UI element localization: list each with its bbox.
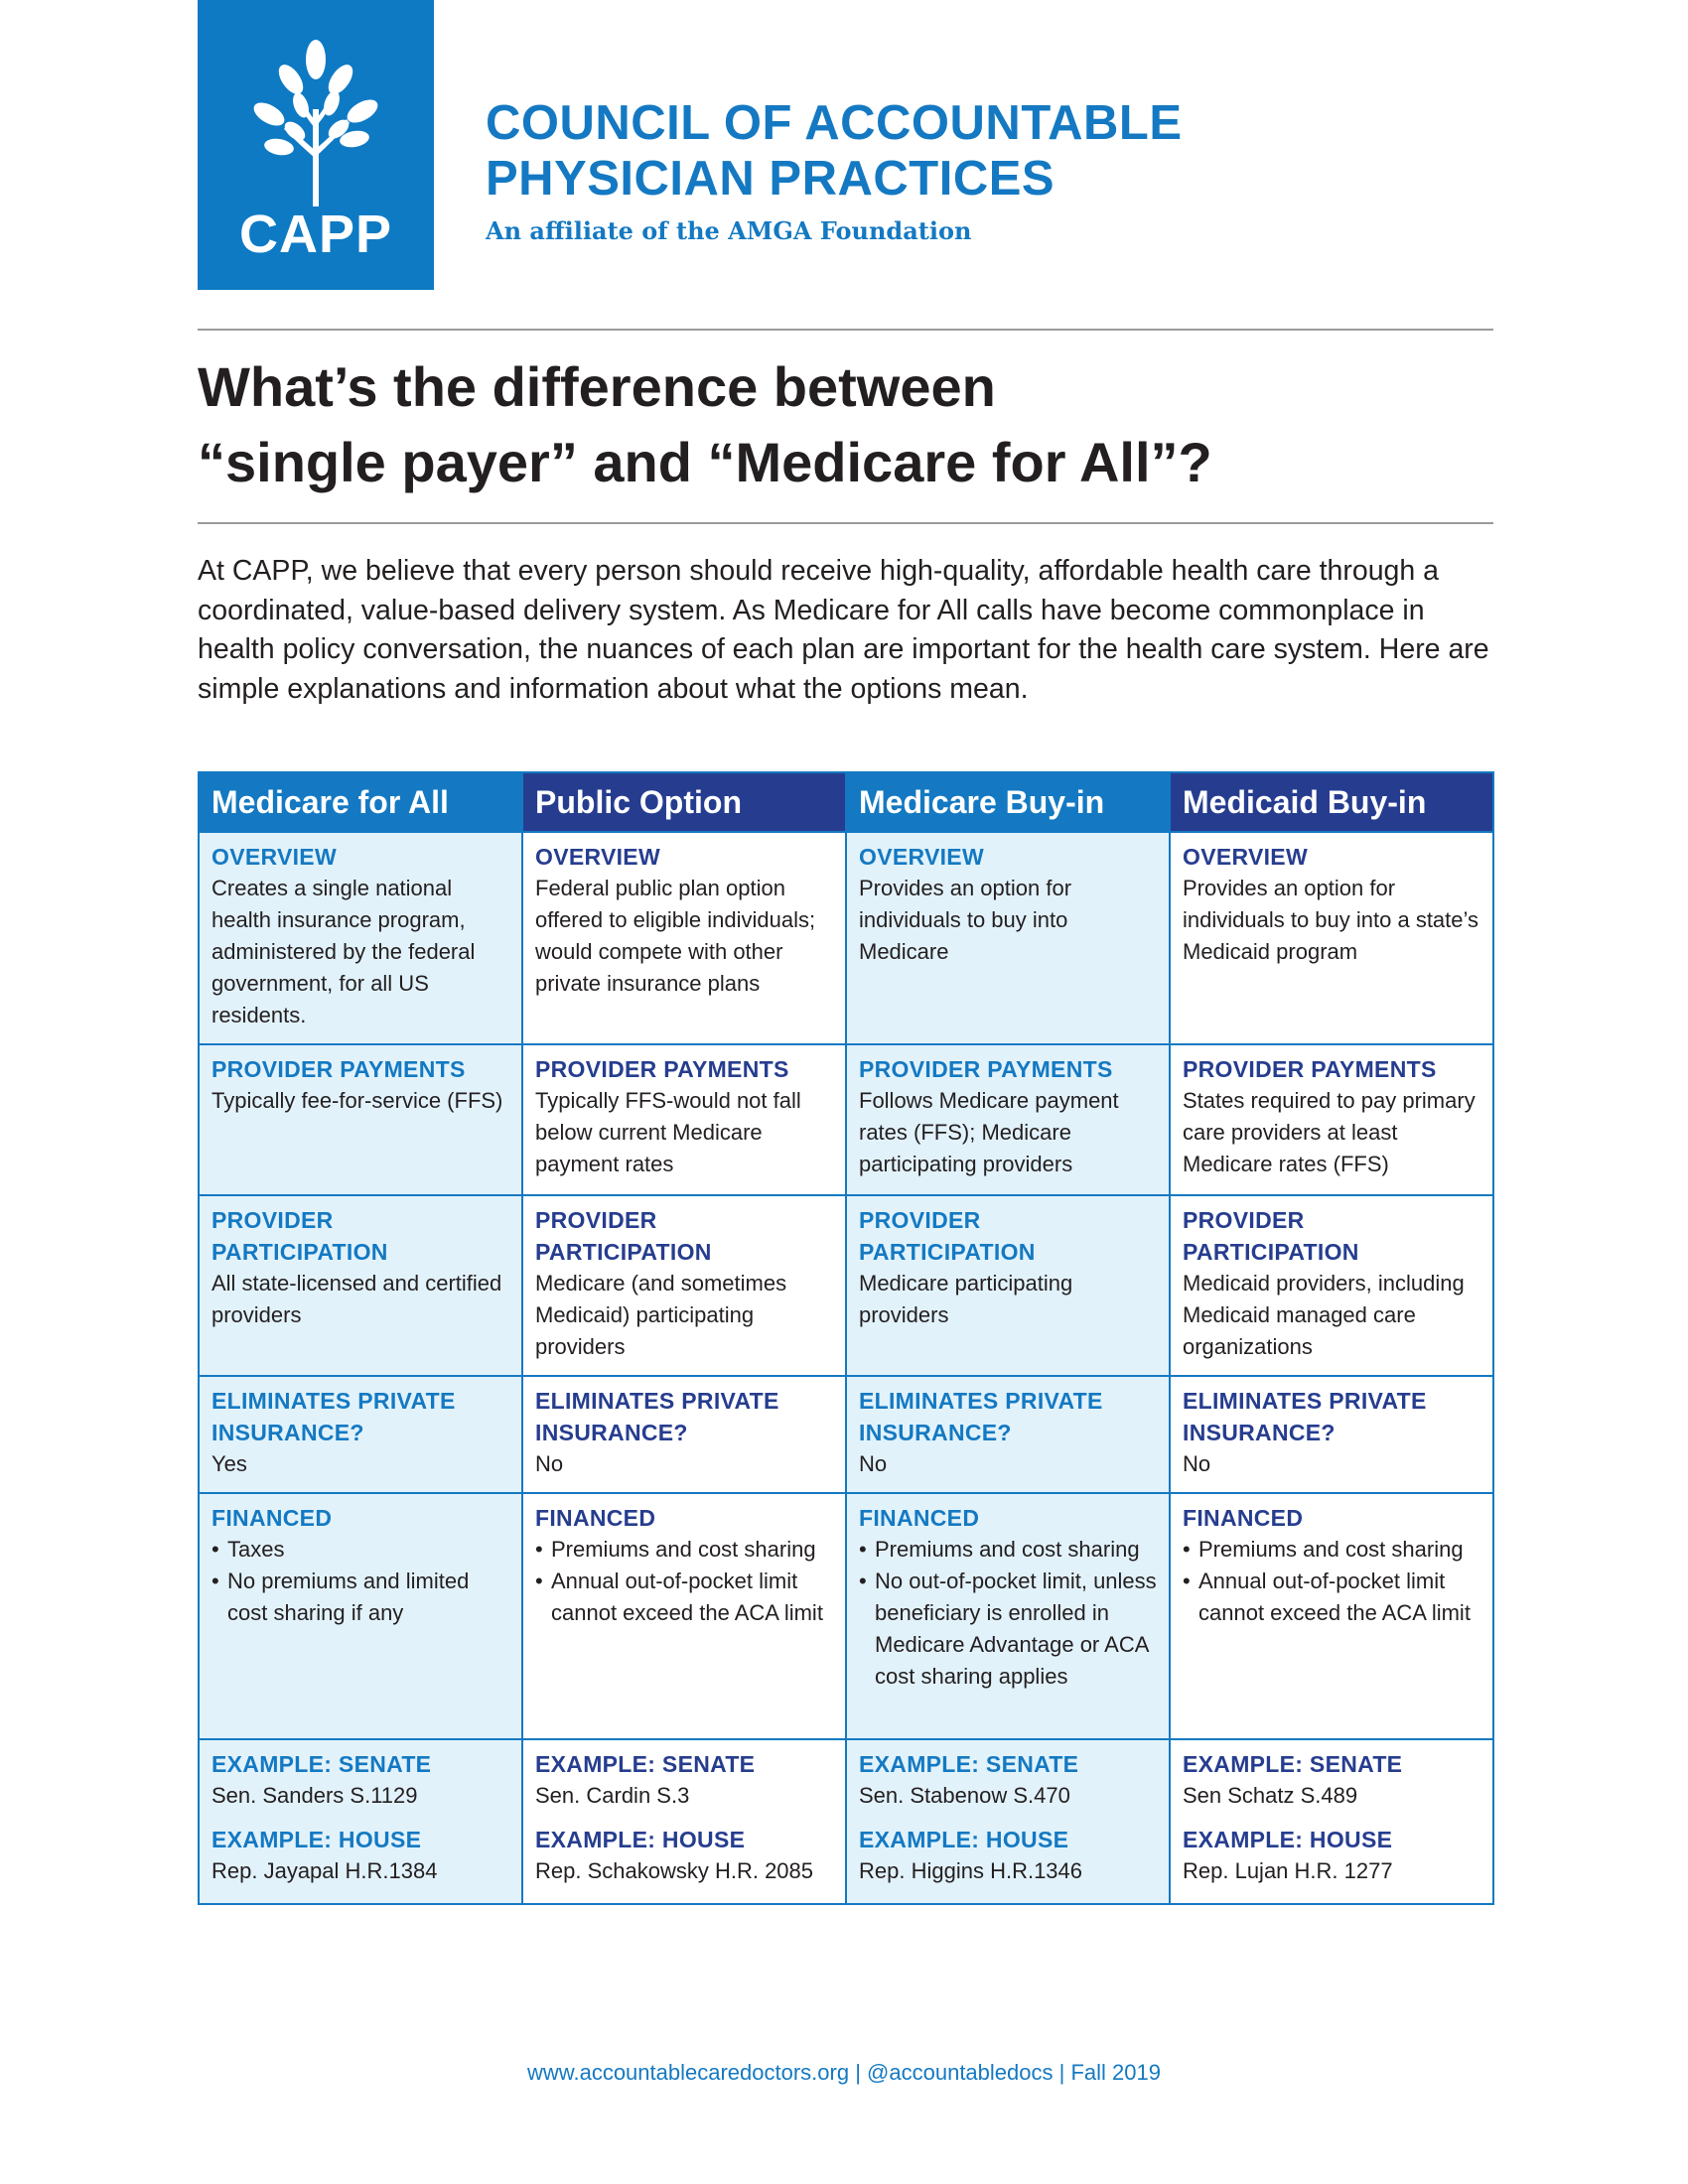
participation-text: All state-licensed and certified providers [211, 1271, 502, 1327]
title-line1: What’s the difference between [198, 355, 996, 418]
org-name-block [486, 95, 1183, 245]
payments-row [199, 1044, 1493, 1195]
eliminates-cell [846, 1376, 1170, 1493]
header-row [199, 772, 1493, 832]
financed-list [859, 1534, 1159, 1693]
participation-cell [1170, 1195, 1493, 1376]
participation-cell [846, 1195, 1170, 1376]
financed-label: FINANCED [859, 1505, 980, 1531]
eliminates-label: ELIMINATES PRIVATE INSURANCE? [1183, 1388, 1427, 1445]
participation-label: PROVIDER PARTICIPATION [535, 1207, 712, 1265]
house-label: EXAMPLE: HOUSE [859, 1827, 1069, 1852]
eliminates-text: No [859, 1451, 888, 1476]
financed-item: • No premiums and limited cost sharing if any [211, 1566, 511, 1629]
eliminates-label: ELIMINATES PRIVATE INSURANCE? [535, 1388, 779, 1445]
financed-cell [522, 1493, 846, 1739]
org-affiliate: An affiliate of the AMGA Foundation [486, 216, 972, 245]
house-example: Rep. Schakowsky H.R. 2085 [535, 1858, 814, 1883]
intro-paragraph: At CAPP, we believe that every person should receive high-quality, affordable health care through a coordinated, value-based delivery system. As Medicare for All calls have become commonplace in health policy conversation, the nuances of each plan are important for the health care system. Here are simple explanations and information about what the options mean. [198, 555, 1489, 705]
overview-text: Provides an option for individuals to buy into Medicare [859, 876, 1072, 964]
examples-cell [846, 1739, 1170, 1904]
comparison-table [198, 771, 1494, 1905]
overview-label: OVERVIEW [211, 844, 337, 870]
financed-item: • Premiums and cost sharing [859, 1534, 1159, 1566]
payments-text: Typically fee-for-service (FFS) [211, 1088, 503, 1113]
footer-social-handle[interactable]: @accountabledocs [867, 2060, 1054, 2085]
payments-cell [846, 1044, 1170, 1195]
header-medicare-buy-in: Medicare Buy-in [846, 772, 1170, 832]
payments-cell [1170, 1044, 1493, 1195]
header-medicare-for-all: Medicare for All [199, 772, 522, 832]
header-medicaid-buy-in: Medicaid Buy-in [1170, 772, 1493, 832]
participation-cell [522, 1195, 846, 1376]
examples-row [199, 1739, 1493, 1904]
tree-icon [239, 40, 392, 208]
senate-example: Sen. Cardin S.3 [535, 1783, 690, 1808]
eliminates-text: Yes [211, 1451, 247, 1476]
senate-label: EXAMPLE: SENATE [211, 1751, 432, 1777]
payments-label: PROVIDER PAYMENTS [1183, 1056, 1437, 1082]
participation-text: Medicare (and sometimes Medicaid) participating providers [535, 1271, 787, 1359]
page-title [198, 349, 1493, 500]
financed-item: • Taxes [211, 1534, 511, 1566]
payments-text: States required to pay primary care providers at least Medicare rates (FFS) [1183, 1088, 1476, 1176]
eliminates-text: No [1183, 1451, 1211, 1476]
senate-label: EXAMPLE: SENATE [535, 1751, 756, 1777]
overview-cell [522, 832, 846, 1044]
payments-label: PROVIDER PAYMENTS [211, 1056, 466, 1082]
financed-cell [846, 1493, 1170, 1739]
eliminates-row [199, 1376, 1493, 1493]
eliminates-text: No [535, 1451, 564, 1476]
overview-label: OVERVIEW [535, 844, 660, 870]
eliminates-cell [199, 1376, 522, 1493]
financed-item: • Premiums and cost sharing [535, 1534, 835, 1566]
eliminates-cell [1170, 1376, 1493, 1493]
financed-list [1183, 1534, 1482, 1629]
participation-label: PROVIDER PARTICIPATION [859, 1207, 1036, 1265]
financed-label: FINANCED [535, 1505, 656, 1531]
title-divider [198, 522, 1493, 524]
senate-example: Sen Schatz S.489 [1183, 1783, 1358, 1808]
title-line2: “single payer” and “Medicare for All”? [198, 431, 1212, 493]
financed-cell [1170, 1493, 1493, 1739]
capp-logo [198, 0, 434, 290]
examples-cell [522, 1739, 846, 1904]
footer [0, 2060, 1688, 2086]
participation-label: PROVIDER PARTICIPATION [1183, 1207, 1359, 1265]
payments-text: Typically FFS-would not fall below current Medicare payment rates [535, 1088, 801, 1176]
overview-row [199, 832, 1493, 1044]
overview-cell [846, 832, 1170, 1044]
eliminates-label: ELIMINATES PRIVATE INSURANCE? [859, 1388, 1103, 1445]
examples-cell [199, 1739, 522, 1904]
header-public-option: Public Option [522, 772, 846, 832]
financed-item: • Annual out-of-pocket limit cannot exceed the ACA limit [1183, 1566, 1482, 1629]
overview-label: OVERVIEW [1183, 844, 1308, 870]
participation-row [199, 1195, 1493, 1376]
senate-example: Sen. Sanders S.1129 [211, 1783, 418, 1808]
house-label: EXAMPLE: HOUSE [535, 1827, 746, 1852]
payments-label: PROVIDER PAYMENTS [859, 1056, 1113, 1082]
participation-text: Medicaid providers, including Medicaid managed care organizations [1183, 1271, 1465, 1359]
overview-text: Provides an option for individuals to buy into a state’s Medicaid program [1183, 876, 1478, 964]
footer-separator: | [855, 2060, 861, 2085]
financed-row [199, 1493, 1493, 1739]
top-divider [198, 329, 1493, 331]
house-label: EXAMPLE: HOUSE [1183, 1827, 1393, 1852]
footer-season: Fall 2019 [1070, 2060, 1161, 2085]
overview-text: Creates a single national health insurance program, administered by the federal government, for all US residents. [211, 876, 476, 1027]
financed-label: FINANCED [211, 1505, 333, 1531]
org-name-line2: PHYSICIAN PRACTICES [486, 152, 1055, 205]
org-name-line1: COUNCIL OF ACCOUNTABLE [486, 96, 1183, 150]
overview-cell [199, 832, 522, 1044]
payments-text: Follows Medicare payment rates (FFS); Medicare participating providers [859, 1088, 1119, 1176]
overview-text: Federal public plan option offered to eligible individuals; would compete with other private insurance plans [535, 876, 816, 996]
financed-item: • No out-of-pocket limit, unless beneficiary is enrolled in Medicare Advantage or ACA cost sharing applies [859, 1566, 1159, 1693]
payments-cell [522, 1044, 846, 1195]
footer-separator: | [1058, 2060, 1065, 2085]
financed-label: FINANCED [1183, 1505, 1304, 1531]
eliminates-label: ELIMINATES PRIVATE INSURANCE? [211, 1388, 456, 1445]
house-example: Rep. Lujan H.R. 1277 [1183, 1858, 1393, 1883]
overview-cell [1170, 832, 1493, 1044]
financed-item: • Annual out-of-pocket limit cannot exceed the ACA limit [535, 1566, 835, 1629]
eliminates-cell [522, 1376, 846, 1493]
examples-cell [1170, 1739, 1493, 1904]
house-example: Rep. Jayapal H.R.1384 [211, 1858, 438, 1883]
financed-item: • Premiums and cost sharing [1183, 1534, 1482, 1566]
financed-list [211, 1534, 511, 1629]
house-label: EXAMPLE: HOUSE [211, 1827, 422, 1852]
senate-label: EXAMPLE: SENATE [1183, 1751, 1403, 1777]
participation-cell [199, 1195, 522, 1376]
overview-label: OVERVIEW [859, 844, 984, 870]
financed-cell [199, 1493, 522, 1739]
senate-label: EXAMPLE: SENATE [859, 1751, 1079, 1777]
participation-text: Medicare participating providers [859, 1271, 1073, 1327]
financed-list [535, 1534, 835, 1629]
logo-text: CAPP [238, 205, 393, 264]
payments-cell [199, 1044, 522, 1195]
house-example: Rep. Higgins H.R.1346 [859, 1858, 1083, 1883]
footer-website-link[interactable]: www.accountablecaredoctors.org [527, 2060, 850, 2085]
payments-label: PROVIDER PAYMENTS [535, 1056, 789, 1082]
senate-example: Sen. Stabenow S.470 [859, 1783, 1070, 1808]
participation-label: PROVIDER PARTICIPATION [211, 1207, 388, 1265]
